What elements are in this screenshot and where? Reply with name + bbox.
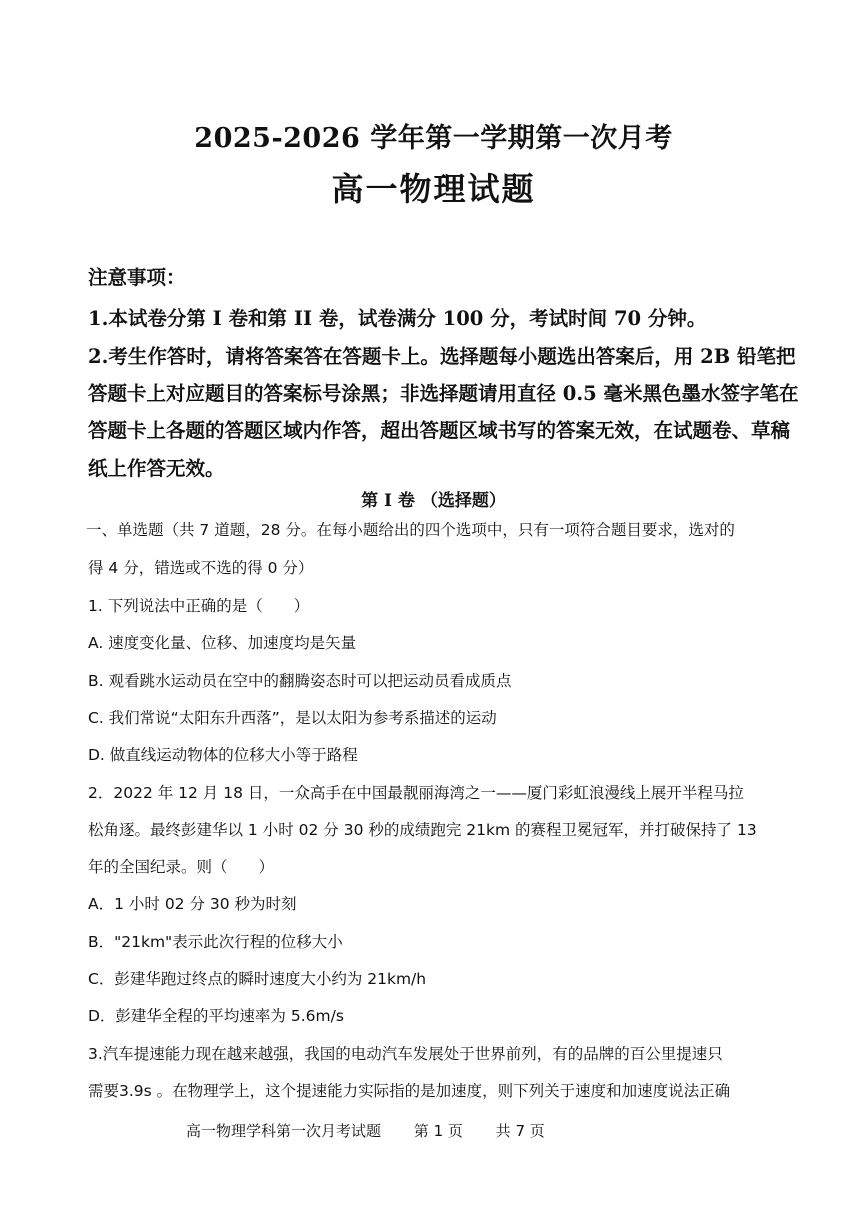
question-3-stem: 需要3.9s 。在物理学上，这个提速能力实际指的是加速度，则下列关于速度和加速度说法正确 <box>88 1082 731 1100</box>
question-1-option-b: B. 观看跳水运动员在空中的翻腾姿态时可以把运动员看成质点 <box>88 672 512 690</box>
footer-total-pages: 共 7 页 <box>495 1122 545 1140</box>
question-2-option-a: A．1 小时 02 分 30 秒为时刻 <box>88 895 297 913</box>
question-1-option-d: D. 做直线运动物体的位移大小等于路程 <box>88 746 358 764</box>
footer-subject: 高一物理学科第一次月考试题 <box>186 1122 382 1140</box>
section-intro: 一、单选题（共 7 道题，28 分。在每小题给出的四个选项中，只有一项符合题目要求，选对的 <box>86 521 735 539</box>
section-intro: 得 4 分，错选或不选的得 0 分） <box>88 559 314 577</box>
notes-line: 1.本试卷分第 I 卷和第 II 卷，试卷满分 100 分，考试时间 70 分钟。 <box>88 307 707 330</box>
notes-line: 答题卡上对应题目的答案标号涂黑；非选择题请用直径 0.5 毫米黑色墨水签字笔在 <box>88 382 799 405</box>
question-1-stem: 1. 下列说法中正确的是（ ） <box>88 597 310 615</box>
exam-subtitle: 高一物理试题 <box>331 170 536 208</box>
question-1-option-c: C. 我们常说“太阳东升西落”，是以太阳为参考系描述的运动 <box>88 709 497 727</box>
notes-line: 答题卡上各题的答题区域内作答，超出答题区域书写的答案无效，在试题卷、草稿 <box>88 419 791 442</box>
question-2-stem: 年的全国纪录。则（ ） <box>88 858 275 876</box>
question-2-option-c: C．彭建华跑过终点的瞬时速度大小约为 21km/h <box>88 970 427 988</box>
question-2-option-b: B．"21km"表示此次行程的位移大小 <box>88 933 343 951</box>
page-footer <box>186 1120 573 1141</box>
question-2-option-d: D．彭建华全程的平均速率为 5.6m/s <box>88 1007 344 1025</box>
notes-heading: 注意事项： <box>88 266 186 289</box>
section-title: 第 I 卷 （选择题） <box>361 491 506 511</box>
question-2-stem: 2．2022 年 12 月 18 日，一众高手在中国最靓丽海湾之一——厦门彩虹浪漫线上展开半程马拉 <box>88 784 744 802</box>
exam-title: 2025-2026 学年第一学期第一次月考 <box>194 123 673 154</box>
notes-line: 纸上作答无效。 <box>88 457 225 480</box>
question-3-stem: 3.汽车提速能力现在越来越强，我国的电动汽车发展处于世界前列，有的品牌的百公里提速只 <box>88 1045 723 1063</box>
footer-page-number: 第 1 页 <box>413 1122 463 1140</box>
question-2-stem: 松角逐。最终彭建华以 1 小时 02 分 30 秒的成绩跑完 21km 的赛程卫冕冠军，并打破保持了 13 <box>88 821 757 839</box>
question-1-option-a: A. 速度变化量、位移、加速度均是矢量 <box>88 634 357 652</box>
notes-line: 2.考生作答时，请将答案答在答题卡上。选择题每小题选出答案后，用 2B 铅笔把 <box>88 345 796 368</box>
